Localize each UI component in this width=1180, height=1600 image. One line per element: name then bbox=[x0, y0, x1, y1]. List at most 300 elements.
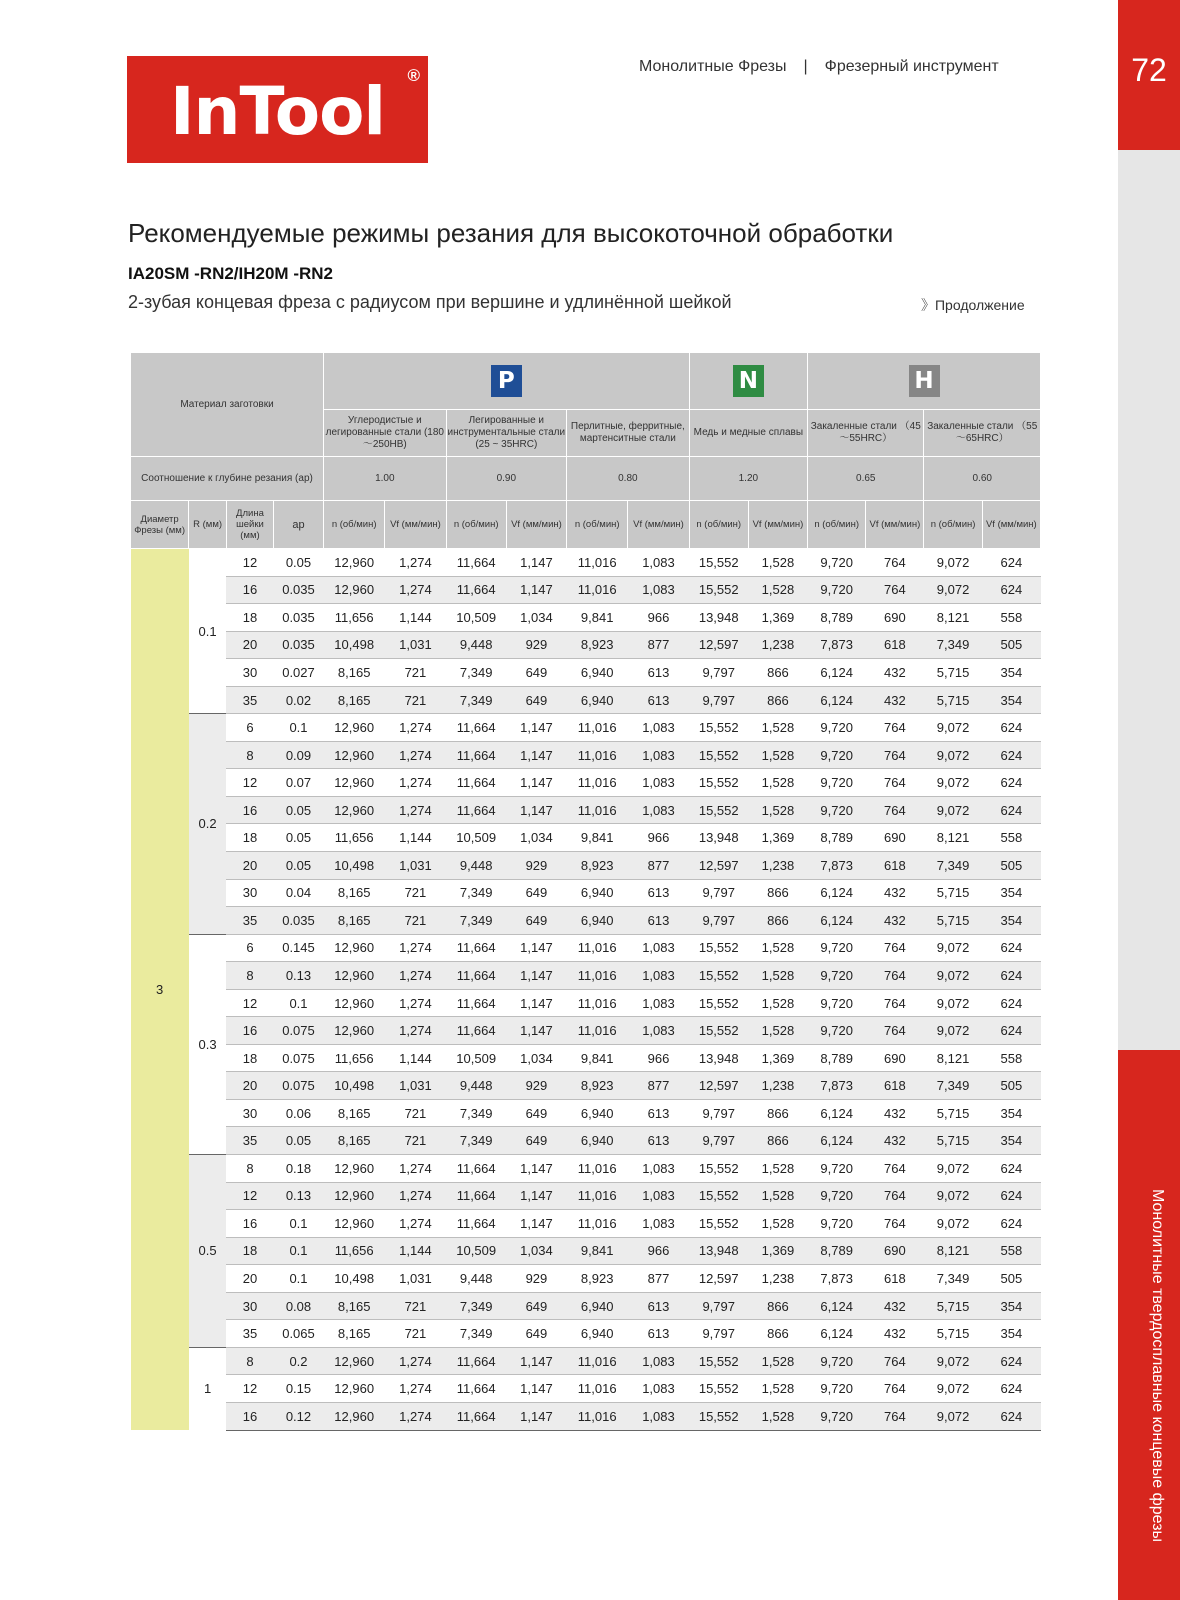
intool-logo bbox=[127, 56, 428, 163]
value-cell: 11,016 bbox=[567, 1375, 628, 1403]
value-cell: 6,940 bbox=[567, 1099, 628, 1127]
value-cell: 354 bbox=[982, 686, 1040, 714]
diameter-cell: 3 bbox=[131, 549, 189, 1431]
value-cell: 877 bbox=[628, 852, 689, 880]
ap-cell: 0.06 bbox=[273, 1099, 323, 1127]
side-bar-grey bbox=[1118, 150, 1180, 1050]
value-cell: 613 bbox=[628, 1127, 689, 1155]
table-row bbox=[131, 852, 1041, 880]
value-cell: 624 bbox=[982, 1210, 1040, 1238]
value-cell: 9,072 bbox=[924, 934, 982, 962]
value-cell: 9,072 bbox=[924, 1375, 982, 1403]
material-col: Медь и медные сплавы bbox=[689, 410, 807, 457]
value-cell: 11,664 bbox=[446, 1017, 506, 1045]
ap-cell: 0.1 bbox=[273, 714, 323, 742]
value-cell: 618 bbox=[866, 852, 924, 880]
value-cell: 618 bbox=[866, 631, 924, 659]
value-cell: 6,124 bbox=[808, 1320, 866, 1348]
value-cell: 929 bbox=[506, 1265, 566, 1293]
value-cell: 764 bbox=[866, 1017, 924, 1045]
value-cell: 354 bbox=[982, 907, 1040, 935]
value-cell: 11,656 bbox=[324, 1044, 385, 1072]
value-cell: 11,016 bbox=[567, 1155, 628, 1183]
neck-length-cell: 8 bbox=[226, 1155, 273, 1183]
value-cell: 690 bbox=[866, 604, 924, 632]
value-cell: 9,720 bbox=[808, 962, 866, 990]
value-cell: 9,072 bbox=[924, 1182, 982, 1210]
table-row bbox=[131, 1237, 1041, 1265]
value-cell: 6,124 bbox=[808, 1099, 866, 1127]
value-cell: 15,552 bbox=[689, 1347, 748, 1375]
value-cell: 9,797 bbox=[689, 1127, 748, 1155]
value-cell: 11,664 bbox=[446, 1182, 506, 1210]
value-cell: 11,016 bbox=[567, 1347, 628, 1375]
ratio-value: 0.65 bbox=[808, 457, 924, 501]
page-number-tab bbox=[1118, 0, 1180, 150]
value-cell: 1,369 bbox=[748, 604, 807, 632]
col-radius: R (мм) bbox=[189, 501, 227, 549]
ap-cell: 0.13 bbox=[273, 962, 323, 990]
table-row bbox=[131, 1155, 1041, 1183]
value-cell: 7,873 bbox=[808, 1265, 866, 1293]
value-cell: 1,083 bbox=[628, 1155, 689, 1183]
value-cell: 15,552 bbox=[689, 576, 748, 604]
value-cell: 1,147 bbox=[506, 549, 566, 577]
registered-mark: ® bbox=[407, 66, 420, 85]
value-cell: 1,274 bbox=[385, 576, 446, 604]
value-cell: 1,369 bbox=[748, 1237, 807, 1265]
table-row bbox=[131, 1017, 1041, 1045]
iso-p-icon: P bbox=[491, 365, 522, 397]
value-cell: 505 bbox=[982, 852, 1040, 880]
value-cell: 8,165 bbox=[324, 1127, 385, 1155]
neck-length-cell: 30 bbox=[226, 1292, 273, 1320]
ap-cell: 0.2 bbox=[273, 1347, 323, 1375]
neck-length-cell: 16 bbox=[226, 796, 273, 824]
value-cell: 9,720 bbox=[808, 576, 866, 604]
value-cell: 1,147 bbox=[506, 1017, 566, 1045]
value-cell: 1,083 bbox=[628, 714, 689, 742]
ap-cell: 0.12 bbox=[273, 1402, 323, 1430]
ratio-value: 1.20 bbox=[689, 457, 807, 501]
value-cell: 7,349 bbox=[924, 852, 982, 880]
value-cell: 1,238 bbox=[748, 631, 807, 659]
value-cell: 764 bbox=[866, 989, 924, 1017]
ap-cell: 0.05 bbox=[273, 796, 323, 824]
iso-h-icon: H bbox=[909, 365, 940, 397]
value-cell: 624 bbox=[982, 962, 1040, 990]
value-cell: 9,720 bbox=[808, 1017, 866, 1045]
value-cell: 866 bbox=[748, 1127, 807, 1155]
value-cell: 9,448 bbox=[446, 1265, 506, 1293]
value-cell: 9,720 bbox=[808, 1210, 866, 1238]
value-cell: 613 bbox=[628, 1292, 689, 1320]
value-cell: 11,664 bbox=[446, 1155, 506, 1183]
table-row bbox=[131, 1072, 1041, 1100]
value-cell: 7,349 bbox=[446, 1127, 506, 1155]
value-cell: 11,664 bbox=[446, 796, 506, 824]
value-cell: 613 bbox=[628, 1320, 689, 1348]
value-cell: 10,498 bbox=[324, 1265, 385, 1293]
value-cell: 1,238 bbox=[748, 1265, 807, 1293]
value-cell: 1,147 bbox=[506, 1155, 566, 1183]
value-cell: 966 bbox=[628, 1237, 689, 1265]
value-cell: 1,274 bbox=[385, 1182, 446, 1210]
ap-cell: 0.02 bbox=[273, 686, 323, 714]
value-cell: 11,016 bbox=[567, 962, 628, 990]
value-cell: 1,274 bbox=[385, 769, 446, 797]
value-cell: 7,349 bbox=[924, 631, 982, 659]
ratio-value: 0.60 bbox=[924, 457, 1041, 501]
ap-cell: 0.05 bbox=[273, 824, 323, 852]
table-row bbox=[131, 796, 1041, 824]
value-cell: 9,797 bbox=[689, 1320, 748, 1348]
value-cell: 9,072 bbox=[924, 1402, 982, 1430]
value-cell: 6,124 bbox=[808, 907, 866, 935]
value-cell: 9,720 bbox=[808, 796, 866, 824]
radius-cell: 1 bbox=[189, 1347, 227, 1430]
ap-cell: 0.035 bbox=[273, 907, 323, 935]
table-row bbox=[131, 1127, 1041, 1155]
value-cell: 866 bbox=[748, 907, 807, 935]
value-cell: 1,528 bbox=[748, 1155, 807, 1183]
ap-cell: 0.035 bbox=[273, 631, 323, 659]
value-cell: 1,031 bbox=[385, 852, 446, 880]
neck-length-cell: 16 bbox=[226, 1402, 273, 1430]
col-vf: Vf (мм/мин) bbox=[385, 501, 446, 549]
value-cell: 624 bbox=[982, 796, 1040, 824]
value-cell: 9,072 bbox=[924, 962, 982, 990]
value-cell: 505 bbox=[982, 631, 1040, 659]
value-cell: 8,121 bbox=[924, 1237, 982, 1265]
value-cell: 12,960 bbox=[324, 1375, 385, 1403]
value-cell: 877 bbox=[628, 1265, 689, 1293]
value-cell: 11,016 bbox=[567, 989, 628, 1017]
value-cell: 1,144 bbox=[385, 824, 446, 852]
table-row bbox=[131, 686, 1041, 714]
value-cell: 721 bbox=[385, 686, 446, 714]
value-cell: 1,083 bbox=[628, 962, 689, 990]
ratio-label: Соотношение к глубине резания (ap) bbox=[131, 457, 324, 501]
value-cell: 613 bbox=[628, 686, 689, 714]
table-row bbox=[131, 1402, 1041, 1430]
value-cell: 721 bbox=[385, 907, 446, 935]
table-row bbox=[131, 1347, 1041, 1375]
value-cell: 764 bbox=[866, 796, 924, 824]
value-cell: 7,349 bbox=[924, 1265, 982, 1293]
value-cell: 1,034 bbox=[506, 1237, 566, 1265]
value-cell: 764 bbox=[866, 1182, 924, 1210]
ap-cell: 0.1 bbox=[273, 1237, 323, 1265]
value-cell: 613 bbox=[628, 907, 689, 935]
value-cell: 5,715 bbox=[924, 1099, 982, 1127]
value-cell: 1,144 bbox=[385, 1044, 446, 1072]
value-cell: 624 bbox=[982, 989, 1040, 1017]
value-cell: 764 bbox=[866, 549, 924, 577]
value-cell: 9,720 bbox=[808, 549, 866, 577]
ap-cell: 0.065 bbox=[273, 1320, 323, 1348]
table-row bbox=[131, 631, 1041, 659]
value-cell: 7,349 bbox=[446, 1099, 506, 1127]
value-cell: 432 bbox=[866, 1292, 924, 1320]
col-n: n (об/мин) bbox=[446, 501, 506, 549]
value-cell: 6,940 bbox=[567, 907, 628, 935]
neck-length-cell: 20 bbox=[226, 1265, 273, 1293]
value-cell: 9,072 bbox=[924, 1210, 982, 1238]
table-row bbox=[131, 962, 1041, 990]
value-cell: 1,083 bbox=[628, 1017, 689, 1045]
table-row bbox=[131, 576, 1041, 604]
value-cell: 1,528 bbox=[748, 1402, 807, 1430]
value-cell: 11,016 bbox=[567, 1402, 628, 1430]
value-cell: 9,072 bbox=[924, 989, 982, 1017]
value-cell: 1,238 bbox=[748, 1072, 807, 1100]
col-n: n (об/мин) bbox=[567, 501, 628, 549]
col-ap: ap bbox=[273, 501, 323, 549]
value-cell: 6,124 bbox=[808, 879, 866, 907]
value-cell: 12,960 bbox=[324, 576, 385, 604]
table-body bbox=[131, 549, 1041, 1431]
value-cell: 12,960 bbox=[324, 1017, 385, 1045]
value-cell: 12,960 bbox=[324, 1347, 385, 1375]
value-cell: 12,960 bbox=[324, 934, 385, 962]
value-cell: 11,016 bbox=[567, 1210, 628, 1238]
value-cell: 624 bbox=[982, 741, 1040, 769]
value-cell: 721 bbox=[385, 1099, 446, 1127]
neck-length-cell: 12 bbox=[226, 549, 273, 577]
value-cell: 6,940 bbox=[567, 1127, 628, 1155]
value-cell: 8,165 bbox=[324, 1320, 385, 1348]
table-row bbox=[131, 1044, 1041, 1072]
value-cell: 11,664 bbox=[446, 549, 506, 577]
value-cell: 432 bbox=[866, 1099, 924, 1127]
value-cell: 764 bbox=[866, 1402, 924, 1430]
value-cell: 7,349 bbox=[446, 1292, 506, 1320]
ap-cell: 0.1 bbox=[273, 1265, 323, 1293]
value-cell: 9,720 bbox=[808, 989, 866, 1017]
material-col: Перлитные, ферритные, мартенситные стали bbox=[567, 410, 690, 457]
value-cell: 8,165 bbox=[324, 686, 385, 714]
value-cell: 354 bbox=[982, 1099, 1040, 1127]
value-cell: 11,664 bbox=[446, 714, 506, 742]
value-cell: 432 bbox=[866, 1127, 924, 1155]
value-cell: 624 bbox=[982, 714, 1040, 742]
col-n: n (об/мин) bbox=[689, 501, 748, 549]
ap-cell: 0.08 bbox=[273, 1292, 323, 1320]
value-cell: 10,509 bbox=[446, 1044, 506, 1072]
value-cell: 1,147 bbox=[506, 741, 566, 769]
value-cell: 7,349 bbox=[446, 659, 506, 687]
value-cell: 1,528 bbox=[748, 1182, 807, 1210]
value-cell: 764 bbox=[866, 1375, 924, 1403]
ap-cell: 0.09 bbox=[273, 741, 323, 769]
value-cell: 5,715 bbox=[924, 1320, 982, 1348]
value-cell: 8,121 bbox=[924, 824, 982, 852]
ap-cell: 0.075 bbox=[273, 1044, 323, 1072]
section-label: Монолитные твердосплавные концевые фрезы bbox=[1149, 1189, 1166, 1543]
value-cell: 866 bbox=[748, 1292, 807, 1320]
neck-length-cell: 12 bbox=[226, 769, 273, 797]
col-n: n (об/мин) bbox=[324, 501, 385, 549]
value-cell: 649 bbox=[506, 907, 566, 935]
nav-milling-tools: Фрезерный инструмент bbox=[824, 58, 999, 75]
value-cell: 929 bbox=[506, 852, 566, 880]
value-cell: 8,923 bbox=[567, 1265, 628, 1293]
value-cell: 1,274 bbox=[385, 1155, 446, 1183]
value-cell: 12,960 bbox=[324, 714, 385, 742]
header-breadcrumb bbox=[639, 58, 999, 76]
value-cell: 9,072 bbox=[924, 576, 982, 604]
table-row bbox=[131, 604, 1041, 632]
value-cell: 7,873 bbox=[808, 852, 866, 880]
value-cell: 8,165 bbox=[324, 659, 385, 687]
material-col: Углеродистые и легированные стали (180～250HB) bbox=[324, 410, 447, 457]
value-cell: 8,923 bbox=[567, 631, 628, 659]
value-cell: 11,016 bbox=[567, 1017, 628, 1045]
value-cell: 11,664 bbox=[446, 962, 506, 990]
value-cell: 9,448 bbox=[446, 631, 506, 659]
value-cell: 9,797 bbox=[689, 1292, 748, 1320]
ap-cell: 0.1 bbox=[273, 1210, 323, 1238]
value-cell: 624 bbox=[982, 1155, 1040, 1183]
value-cell: 1,147 bbox=[506, 1375, 566, 1403]
value-cell: 690 bbox=[866, 1044, 924, 1072]
value-cell: 764 bbox=[866, 962, 924, 990]
value-cell: 15,552 bbox=[689, 962, 748, 990]
value-cell: 877 bbox=[628, 631, 689, 659]
value-cell: 11,664 bbox=[446, 769, 506, 797]
value-cell: 13,948 bbox=[689, 824, 748, 852]
value-cell: 1,083 bbox=[628, 549, 689, 577]
value-cell: 5,715 bbox=[924, 1127, 982, 1155]
ap-cell: 0.13 bbox=[273, 1182, 323, 1210]
model-code: IA20SM -RN2/IH20M -RN2 bbox=[128, 264, 333, 283]
col-vf: Vf (мм/мин) bbox=[628, 501, 689, 549]
value-cell: 929 bbox=[506, 1072, 566, 1100]
value-cell: 9,720 bbox=[808, 1375, 866, 1403]
value-cell: 15,552 bbox=[689, 769, 748, 797]
neck-length-cell: 16 bbox=[226, 1017, 273, 1045]
value-cell: 690 bbox=[866, 1237, 924, 1265]
value-cell: 432 bbox=[866, 686, 924, 714]
value-cell: 1,528 bbox=[748, 1347, 807, 1375]
value-cell: 721 bbox=[385, 659, 446, 687]
table-row bbox=[131, 659, 1041, 687]
value-cell: 1,274 bbox=[385, 796, 446, 824]
value-cell: 8,165 bbox=[324, 1099, 385, 1127]
group-n-cell bbox=[689, 353, 807, 410]
value-cell: 12,597 bbox=[689, 631, 748, 659]
value-cell: 1,034 bbox=[506, 604, 566, 632]
value-cell: 11,016 bbox=[567, 714, 628, 742]
value-cell: 1,031 bbox=[385, 1072, 446, 1100]
value-cell: 11,656 bbox=[324, 1237, 385, 1265]
value-cell: 432 bbox=[866, 659, 924, 687]
value-cell: 354 bbox=[982, 1127, 1040, 1155]
value-cell: 1,034 bbox=[506, 1044, 566, 1072]
value-cell: 1,083 bbox=[628, 1375, 689, 1403]
col-n: n (об/мин) bbox=[924, 501, 982, 549]
neck-length-cell: 6 bbox=[226, 934, 273, 962]
value-cell: 12,960 bbox=[324, 769, 385, 797]
group-h-cell bbox=[808, 353, 1041, 410]
value-cell: 8,923 bbox=[567, 852, 628, 880]
product-description: 2-зубая концевая фреза с радиусом при вершине и удлинённой шейкой bbox=[128, 292, 732, 312]
value-cell: 866 bbox=[748, 659, 807, 687]
neck-length-cell: 20 bbox=[226, 852, 273, 880]
value-cell: 11,656 bbox=[324, 604, 385, 632]
value-cell: 505 bbox=[982, 1265, 1040, 1293]
value-cell: 8,789 bbox=[808, 824, 866, 852]
value-cell: 1,528 bbox=[748, 934, 807, 962]
value-cell: 1,528 bbox=[748, 1017, 807, 1045]
value-cell: 15,552 bbox=[689, 1402, 748, 1430]
value-cell: 1,147 bbox=[506, 1347, 566, 1375]
value-cell: 1,083 bbox=[628, 769, 689, 797]
radius-cell: 0.1 bbox=[189, 549, 227, 714]
col-n: n (об/мин) bbox=[808, 501, 866, 549]
value-cell: 12,960 bbox=[324, 989, 385, 1017]
material-header: Материал заготовки bbox=[131, 353, 324, 457]
value-cell: 11,016 bbox=[567, 549, 628, 577]
value-cell: 649 bbox=[506, 1292, 566, 1320]
ap-cell: 0.145 bbox=[273, 934, 323, 962]
value-cell: 929 bbox=[506, 631, 566, 659]
table-row bbox=[131, 1265, 1041, 1293]
value-cell: 558 bbox=[982, 1044, 1040, 1072]
value-cell: 12,597 bbox=[689, 852, 748, 880]
value-cell: 7,349 bbox=[924, 1072, 982, 1100]
value-cell: 12,960 bbox=[324, 796, 385, 824]
value-cell: 6,940 bbox=[567, 1292, 628, 1320]
value-cell: 1,147 bbox=[506, 1210, 566, 1238]
value-cell: 15,552 bbox=[689, 741, 748, 769]
value-cell: 5,715 bbox=[924, 879, 982, 907]
value-cell: 866 bbox=[748, 1320, 807, 1348]
value-cell: 7,873 bbox=[808, 1072, 866, 1100]
table-row bbox=[131, 549, 1041, 577]
page-number: 72 bbox=[1131, 52, 1167, 88]
material-col: Легированные и инструментальные стали (25 ~ 35HRC) bbox=[446, 410, 567, 457]
neck-length-cell: 30 bbox=[226, 879, 273, 907]
value-cell: 7,349 bbox=[446, 686, 506, 714]
value-cell: 6,124 bbox=[808, 686, 866, 714]
value-cell: 9,797 bbox=[689, 659, 748, 687]
value-cell: 9,797 bbox=[689, 907, 748, 935]
value-cell: 12,960 bbox=[324, 1210, 385, 1238]
value-cell: 9,720 bbox=[808, 1182, 866, 1210]
value-cell: 1,083 bbox=[628, 1347, 689, 1375]
value-cell: 7,349 bbox=[446, 907, 506, 935]
value-cell: 15,552 bbox=[689, 1210, 748, 1238]
value-cell: 1,369 bbox=[748, 1044, 807, 1072]
value-cell: 10,509 bbox=[446, 824, 506, 852]
value-cell: 11,664 bbox=[446, 741, 506, 769]
col-vf: Vf (мм/мин) bbox=[982, 501, 1040, 549]
value-cell: 432 bbox=[866, 1320, 924, 1348]
value-cell: 877 bbox=[628, 1072, 689, 1100]
table-row bbox=[131, 1182, 1041, 1210]
nav-separator: | bbox=[803, 58, 808, 75]
value-cell: 764 bbox=[866, 714, 924, 742]
radius-cell: 0.5 bbox=[189, 1155, 227, 1348]
ratio-value: 1.00 bbox=[324, 457, 447, 501]
value-cell: 1,274 bbox=[385, 1402, 446, 1430]
value-cell: 9,448 bbox=[446, 852, 506, 880]
value-cell: 6,940 bbox=[567, 659, 628, 687]
value-cell: 966 bbox=[628, 604, 689, 632]
ap-cell: 0.05 bbox=[273, 549, 323, 577]
